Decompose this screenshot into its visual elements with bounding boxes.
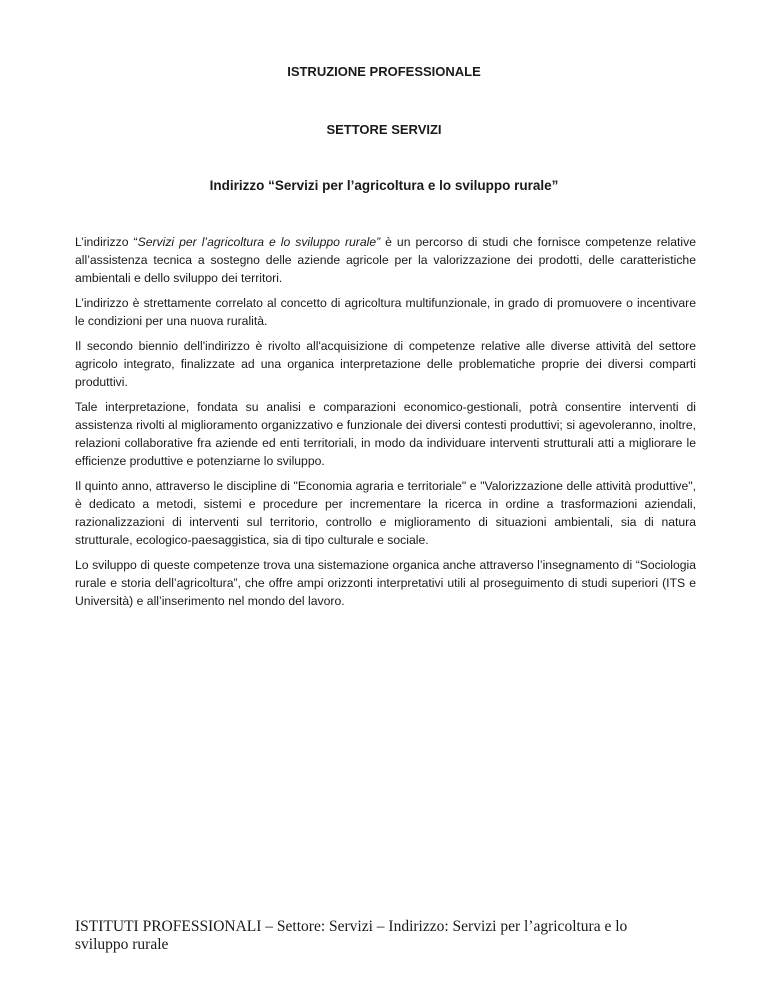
document-body (75, 233, 696, 617)
sector-title: SETTORE SERVIZI (326, 122, 442, 137)
paragraph-2: L’indirizzo è strettamente correlato al concetto di agricoltura multifunzionale, in grado di promuovere o incentivare le condizioni per una nuova ruralità. (75, 296, 696, 328)
document-title: ISTRUZIONE PROFESSIONALE (287, 64, 481, 79)
paragraph-1-start: L’indirizzo “ (75, 235, 138, 249)
paragraph-1 (75, 233, 696, 287)
page-footer: ISTITUTI PROFESSIONALI – Settore: Servizi – Indirizzo: Servizi per l’agricoltura e lo sviluppo rurale (75, 918, 628, 953)
paragraph-3: Il secondo biennio dell'indirizzo è rivolto all'acquisizione di competenze relative alle diverse attività del settore agricolo integrato, finalizzate ad una organica interpretazione delle problematiche proprie dei diversi comparti produttivi. (75, 339, 696, 389)
paragraph-1-italic: Servizi per l’agricoltura e lo sviluppo rurale” (137, 235, 381, 249)
paragraph-4: Tale interpretazione, fondata su analisi e comparazioni economico-gestionali, potrà consentire interventi di assistenza rivolti al miglioramento organizzativo e funzionale dei diversi contesti produttivi; si agevoleranno, inoltre, relazioni collaborative fra aziende ed enti territoriali, in modo da individuare interventi strutturali atti a migliorare le efficienze produttive e potenziarne lo sviluppo. (75, 400, 696, 468)
paragraph-1-end: è un percorso di studi che fornisce competenze relative all’assistenza tecnica a sostegno delle aziende agricole per la valorizzazione dei prodotti, delle caratteristiche ambientali e dello sviluppo dei territori. (75, 235, 697, 285)
paragraph-5: Il quinto anno, attraverso le discipline di "Economia agraria e territoriale" e "Valorizzazione delle attività produttive", è dedicato a metodi, sistemi e procedure per incrementare la ricerca in ordine a trasformazioni aziendali, razionalizzazioni di interventi sul territorio, controllo e miglioramento di situazioni ambientali, sia di natura strutturale, ecologico-paesaggistica, sia di tipo culturale e sociale. (75, 479, 696, 547)
paragraph-6: Lo sviluppo di queste competenze trova una sistemazione organica anche attraverso l’insegnamento di “Sociologia rurale e storia dell’agricoltura”, che offre ampi orizzonti interpretativi utili al proseguimento di studi superiori (ITS e Università) e all’inserimento nel mondo del lavoro. (75, 558, 696, 608)
address-title: Indirizzo “Servizi per l’agricoltura e lo sviluppo rurale” (209, 178, 559, 193)
